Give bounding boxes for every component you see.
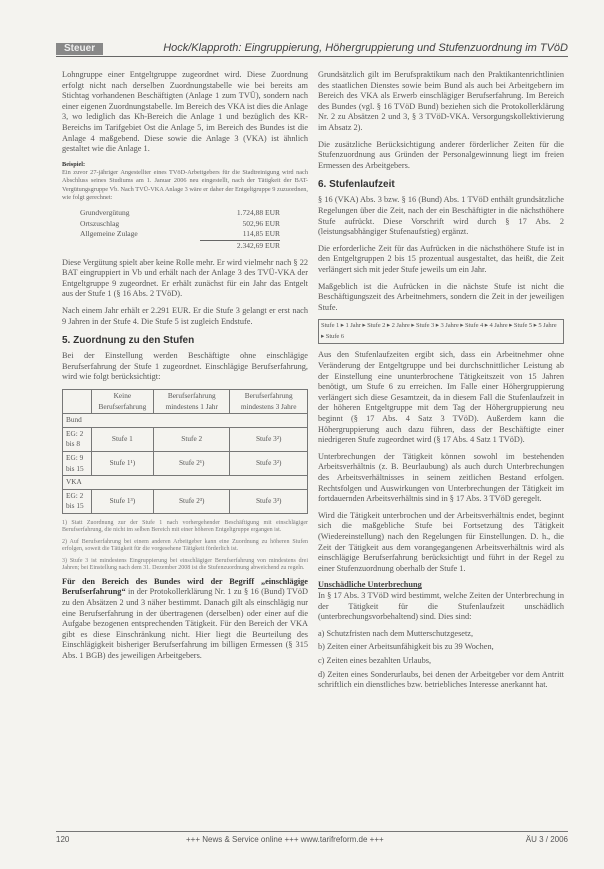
- calc-label: Allgemeine Zulage: [80, 229, 138, 239]
- paragraph-text: in der Protokollerklärung Nr. 1 zu § 16 (Bund) TVöD zu den Absätzen 2 und 3 näher bestimmt. Danach gilt als einschlägig nur eine Berufserfahrung in der übertragenen (derselben) oder einer auf die Aufgabe bezogenen entsprechenden Tätigkeit. Für den Bereich der VKA gibt es diese Einschränkung nicht. Hier liegt die Beurteilung des Einschlägigkeit bisheriger Berufserfahrung im billigen Ermessen (§ 315 Abs. 1 BGB) des jeweiligen Arbeitgebers.: [62, 587, 309, 661]
- footnote: 3) Stufe 3 ist mindestens Eingruppierung bei einschlägiger Berufserfahrung von mindestens drei Jahren; bei Einstellung nach dem 31. Dezember 2008 ist die Stufenzuordnung abweichend zu regeln.: [62, 557, 308, 572]
- table-group-row: [63, 414, 308, 428]
- list-item: a) Schutzfristen nach dem Mutterschutzgesetz,: [318, 628, 474, 638]
- footnote: 1) Statt Zuordnung zur der Stufe 1 nach vorhergehender Beschäftigung mit einschlägiger Berufserfahrung, die nicht im selben Bereich mit einer höheren Entgeltgruppe ergangen ist.: [62, 519, 308, 534]
- step-formula: Stufe 1 ▸ 1 Jahr ▸ Stufe 2 ▸ 2 Jahre ▸ Stufe 3 ▸ 3 Jahre ▸ Stufe 4 ▸ 4 Jahre ▸ Stufe 5 ▸ 5 Jahre ▸ Stufe 6: [318, 319, 564, 344]
- experience-table: [62, 389, 308, 514]
- paragraph: Aus den Stufenlaufzeiten ergibt sich, dass ein Arbeitnehmer ohne Veränderung der Entgeltgruppe und bei durchschnittlicher Leistung ab der Einstellung eine ununterbrochene Tätigkeitszeit von 15 Jahren benötigt, um Stufe 6 zu erreichen. Im Falle einer Höhergruppierung verlängert sich diese Gesamtzeit, da in diesem Fall die Stufenlaufzeit in der höheren Entgeltgruppe mit dem Tag der Höhergruppierung neu beginnt (§ 17 Abs. 4 Satz 3 TVöD). Außerdem kann die Höhergruppierung auch dazu führen, dass der Beschäftigte einer niedrigeren Stufe zugeordnet wird (§ 17 Abs. 4 Satz 1 TVöD).: [318, 350, 564, 445]
- table-cell: Stufe 2³): [154, 489, 230, 513]
- table-cell: EG: 2 bis 8: [63, 427, 92, 451]
- example-text: Ein zuvor 27-jähriger Angestellter eines TVöD-Arbeitgebers für die Stadtreinigung wird nach Abschluss seines Studiums am 1. Januar 2006 neu eingestellt, nach der Tätigkeit der BAT-Vergütungsgruppe Vb. Nach TVÜ-VKA Anlage 3 wäre er daher der Entgeltgruppe 9 zuzuordnen, wie folgt gerechnet:: [62, 169, 308, 201]
- table-row: [63, 489, 308, 513]
- paragraph: Maßgeblich ist die Aufrücken in die nächste Stufe ist nicht die Beschäftigungszeit des Arbeitnehmers, sondern die Zeit in der jeweiligen Stufe.: [318, 281, 564, 312]
- table-row: [63, 451, 308, 475]
- calc-value: 502,96 EUR: [242, 218, 280, 228]
- paragraph: Bei der Einstellung werden Beschäftigte ohne einschlägige Berufserfahrung der Stufe 1 zugeordnet. Einschlägige Berufserfahrung, wird wie folgt berücksichtigt:: [62, 351, 308, 382]
- paragraph: In § 17 Abs. 3 TVöD wird bestimmt, welche Zeiten der Unterbrechung in der Tätigkeit für die Stufenlaufzeit unschädlich (unterbrechungsvorbehaltend) sind. Dies sind:: [318, 590, 564, 622]
- table-header: Keine Berufserfahrung: [91, 389, 153, 413]
- paragraph: Unterbrechungen der Tätigkeit können sowohl im bestehenden Arbeitsverhältnis (z. B. Beurlaubung) als auch durch Unterbrechungen des Arbeitsverhältnisses in seinem zeitlichen Bestand erfolgen. Rechtsfolgen und Auswirkungen von Unterbrechungen der Tätigkeit im fortdauernden Arbeitsverhältnis sind in § 17 Abs. 3 TVöD geregelt.: [318, 451, 564, 504]
- issue-number: ÄU 3 / 2006: [525, 835, 568, 844]
- table-header: Berufserfahrung mindestens 1 Jahr: [154, 389, 230, 413]
- page-header: [56, 43, 568, 57]
- page-number: 120: [56, 835, 70, 844]
- table-cell: EG: 9 bis 15: [63, 451, 92, 475]
- table-cell: Stufe 1³): [91, 489, 153, 513]
- table-cell: Stufe 2¹): [154, 451, 230, 475]
- table-cell: Stufe 3³): [230, 489, 308, 513]
- footnote: 2) Auf Berufserfahrung bei einem anderen Arbeitgeber kann eine Zuordnung zu höheren Stufen erfolgen, soweit die Tätigkeit für die vorgesehene Tätigkeit förderlich ist.: [62, 538, 308, 553]
- interruption-list: [318, 629, 564, 691]
- footer-link: +++ News & Service online +++ www.tarifreform.de +++: [186, 835, 384, 844]
- calc-row: [80, 219, 280, 230]
- table-corner: [63, 389, 92, 413]
- list-item: b) Zeiten einer Arbeitsunfähigkeit bis zu 39 Wochen,: [318, 642, 494, 652]
- bold-text: Für den Bereich des Bundes wird der Begriff „einschlägige Berufserfahrung“: [62, 576, 308, 597]
- paragraph: Grundsätzlich gilt im Berufspraktikum nach den Praktikantenrichtlinien des staatlichen Dienstes sowie beim Bund als auch bei Arbeitgebern im Bereich des VKA als Erwerb einschlägiger Berufserfahrung. Im Bereich des Bundes (vgl. § 16 TVöD Bund) beziehen sich die Protokollerklärung Nr. 2 zu Absätzen 2 und 3, § 3 TVöD-VKA. Versorgungskollektivierung im Absatz 2).: [318, 70, 564, 132]
- section-tag: Steuer: [56, 43, 103, 55]
- table-cell: Stufe 1: [91, 427, 153, 451]
- table-row: [63, 427, 308, 451]
- table-header: Berufserfahrung mindestens 3 Jahre: [230, 389, 308, 413]
- table-cell: Stufe 2: [154, 427, 230, 451]
- table-cell: EG: 2 bis 15: [63, 489, 92, 513]
- table-cell: Stufe 3²): [230, 427, 308, 451]
- calc-row: [80, 208, 280, 219]
- sub-heading: Unschädliche Unterbrechung: [318, 580, 422, 590]
- table-group: Bund: [63, 414, 308, 428]
- paragraph: Die erforderliche Zeit für das Aufrücken in die nächsthöhere Stufe ist in den Entgeltgruppen 2 bis 15 prozentual ausgestaltet, das heißt, die Zeit verlängert sich mit jeder Stufe jeweils um ein Jahr.: [318, 243, 564, 274]
- paragraph: Nach einem Jahr erhält er 2.291 EUR. Er die Stufe 3 gelangt er erst nach 9 Jahren in der Stufe 4. Die Stufe 5 ist zugleich Endstufe.: [62, 305, 308, 326]
- paragraph: Die zusätzliche Berücksichtigung anderer förderlicher Zeiten für die Stufenzuordnung aus Gründen der Personalgewinnung liegt im freien Ermessen des Arbeitgebers.: [318, 139, 564, 170]
- left-column: [62, 70, 308, 668]
- salary-calculation: [80, 208, 280, 251]
- table-header-row: [63, 389, 308, 413]
- example-label: Beispiel:: [62, 160, 86, 168]
- calc-sum: 2.342,69 EUR: [200, 240, 280, 252]
- paragraph: Lohngruppe einer Entgeltgruppe zugeordnet wird. Diese Zuordnung erfolgt nicht nach derselben Zuordnungstabelle wie bei bereits am Stichtag vorhandenen Beschäftigten (Anlage 1 zum TVÜ), sondern nach einer eigenen Zuordnungstabelle. Im Bereich des VKA ist dies die Anlage 3, wo lediglich das Kh-Bereich die Anlage 1 und bezüglich des KR-Bereichs im Tarifgebiet Ost die Anlage 5, im Bereich des Bundes ist die Anlage 4 maßgebend. Diese sowie die Anlage 3 (VKA) ist ähnlich gestaltet wie die Anlage 1.: [62, 70, 308, 154]
- table-cell: Stufe 1¹): [91, 451, 153, 475]
- paragraph: § 16 (VKA) Abs. 3 bzw. § 16 (Bund) Abs. 1 TVöD enthält grundsätzliche Regelungen über die Zeit, nach der ein Beschäftigter in die nächsthöhere Stufe aufrückt. Diese Vorschrift wird durch § 17 Abs. 2 (leistungsabhängiger Stufenaufstieg) ergänzt.: [318, 195, 564, 237]
- table-group: VKA: [63, 476, 308, 490]
- calc-value: 1.724,88 EUR: [236, 208, 280, 218]
- paragraph: [62, 577, 308, 662]
- page-footer: [56, 831, 568, 844]
- section-heading: 6. Stufenlaufzeit: [318, 179, 395, 191]
- right-column: [318, 70, 564, 694]
- paragraph: Wird die Tätigkeit unterbrochen und der Arbeitsverhältnis endet, beginnt sich die maßgebliche Stufe bei Fortsetzung des Tätigkeit (Wiedereinstellung) nach den Regelungen für Einstellungen. D. h., die Zeit der Tätigkeit aus dem vorangegangenen Arbeitsverhältnis wird als einschlägige Berufserfahrung berücksichtigt und führt in der Regel zu einer Stufenzuordnung oberhalb der Stufe 1.: [318, 510, 564, 573]
- calc-label: Grundvergütung: [80, 208, 130, 218]
- running-title: Hock/Klapproth: Eingruppierung, Höhergruppierung und Stufenzuordnung im TVöD: [163, 42, 568, 54]
- table-group-row: [63, 476, 308, 490]
- section-heading: 5. Zuordnung zu den Stufen: [62, 335, 195, 347]
- calc-value: 114,85 EUR: [242, 229, 280, 239]
- table-cell: Stufe 3²): [230, 451, 308, 475]
- paragraph: Diese Vergütung spielt aber keine Rolle mehr. Er wird vielmehr nach § 22 BAT eingruppiert in Vb und erhält nach der Anlage 3 des TVÜ-VKA der Entgeltgruppe 9 zugeordnet. Er erhält zunächst für ein Jahr das Entgelt aus der Stufe 1 (§ 16 Abs. 2 TVöD).: [62, 257, 308, 299]
- calc-label: Ortszuschlag: [80, 218, 120, 228]
- list-item: c) Zeiten eines bezahlten Urlaubs,: [318, 655, 432, 665]
- list-item: d) Zeiten eines Sonderurlaubs, bei denen der Arbeitgeber vor dem Antritt schriftlich ein dienstliches bzw. betriebliches Interesse anerkannt hat.: [318, 669, 564, 690]
- calc-row: [80, 229, 280, 240]
